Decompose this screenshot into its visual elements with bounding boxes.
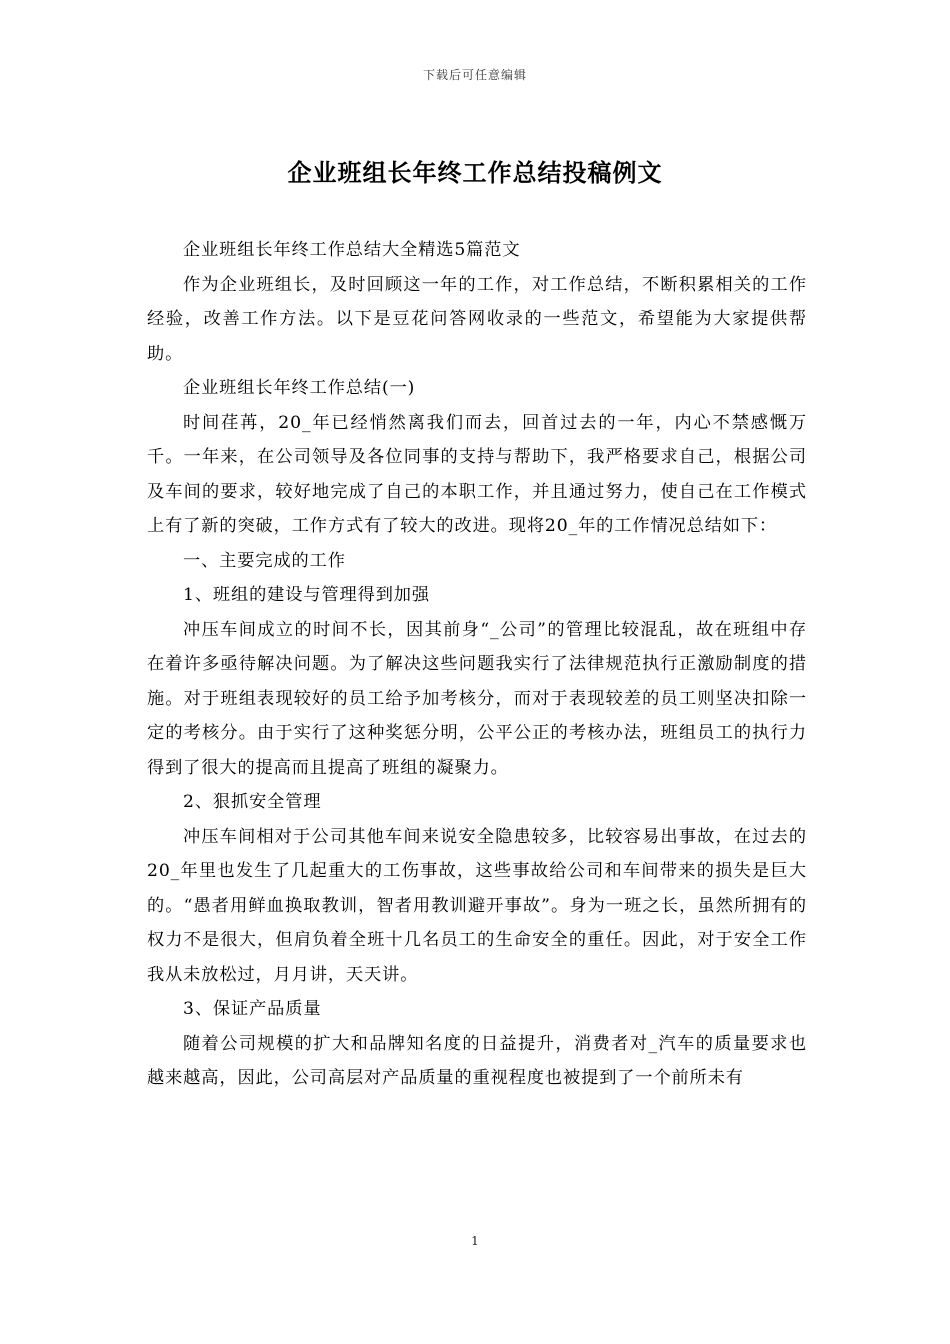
paragraph-overview: 时间荏苒，20_年已经悄然离我们而去，回首过去的一年，内心不禁感慨万千。一年来，在公司领导及各位同事的支持与帮助下，我严格要求自己，根据公司及车间的要求，较好地完成了自己的本职工作，并且通过努力，使自己在工作模式上有了新的突破，工作方式有了较大的改进。现将20_年的工作情况总结如下： [147, 412, 807, 536]
section-heading-1: 企业班组长年终工作总结(一) [183, 378, 416, 398]
paragraph-intro: 作为企业班组长，及时回顾这一年的工作，对工作总结，不断积累相关的工作经验，改善工作方法。以下是豆花问答网收录的一些范文，希望能为大家提供帮助。 [147, 274, 807, 364]
paragraph-subtitle: 企业班组长年终工作总结大全精选5篇范文 [183, 240, 521, 260]
document-body [147, 233, 807, 1096]
page-number: 1 [471, 1234, 479, 1248]
heading-safety: 2、狠抓安全管理 [183, 792, 322, 812]
paragraph-quality: 随着公司规模的扩大和品牌知名度的日益提升，消费者对_汽车的质量要求也越来越高，因此，公司高层对产品质量的重视程度也被提到了一个前所未有 [147, 1033, 807, 1088]
heading-quality: 3、保证产品质量 [183, 999, 322, 1019]
header-note: 下载后可任意编辑 [422, 68, 527, 82]
heading-main-work: 一、主要完成的工作 [183, 550, 346, 571]
paragraph-safety: 冲压车间相对于公司其他车间来说安全隐患较多，比较容易出事故，在过去的20_年里也发生了几起重大的工伤事故，这些事故给公司和车间带来的损失是巨大的。“愚者用鲜血换取教训，智者用教训避开事故”。身为一班之长，虽然所拥有的权力不是很大，但肩负着全班十几名员工的生命安全的重任。因此，对于安全工作我从未放松过，月月讲，天天讲。 [147, 826, 807, 985]
document-title: 企业班组长年终工作总结投稿例文 [287, 158, 663, 187]
heading-team-building: 1、班组的建设与管理得到加强 [183, 585, 430, 605]
paragraph-team-building: 冲压车间成立的时间不长，因其前身“_公司”的管理比较混乱，故在班组中存在着许多亟待解决问题。为了解决这些问题我实行了法律规范执行正激励制度的措施。对于班组表现较好的员工给予加考核分，而对于表现较差的员工则坚决扣除一定的考核分。由于实行了这种奖惩分明，公平公正的考核办法，班组员工的执行力得到了很大的提高而且提高了班组的凝聚力。 [147, 619, 807, 778]
